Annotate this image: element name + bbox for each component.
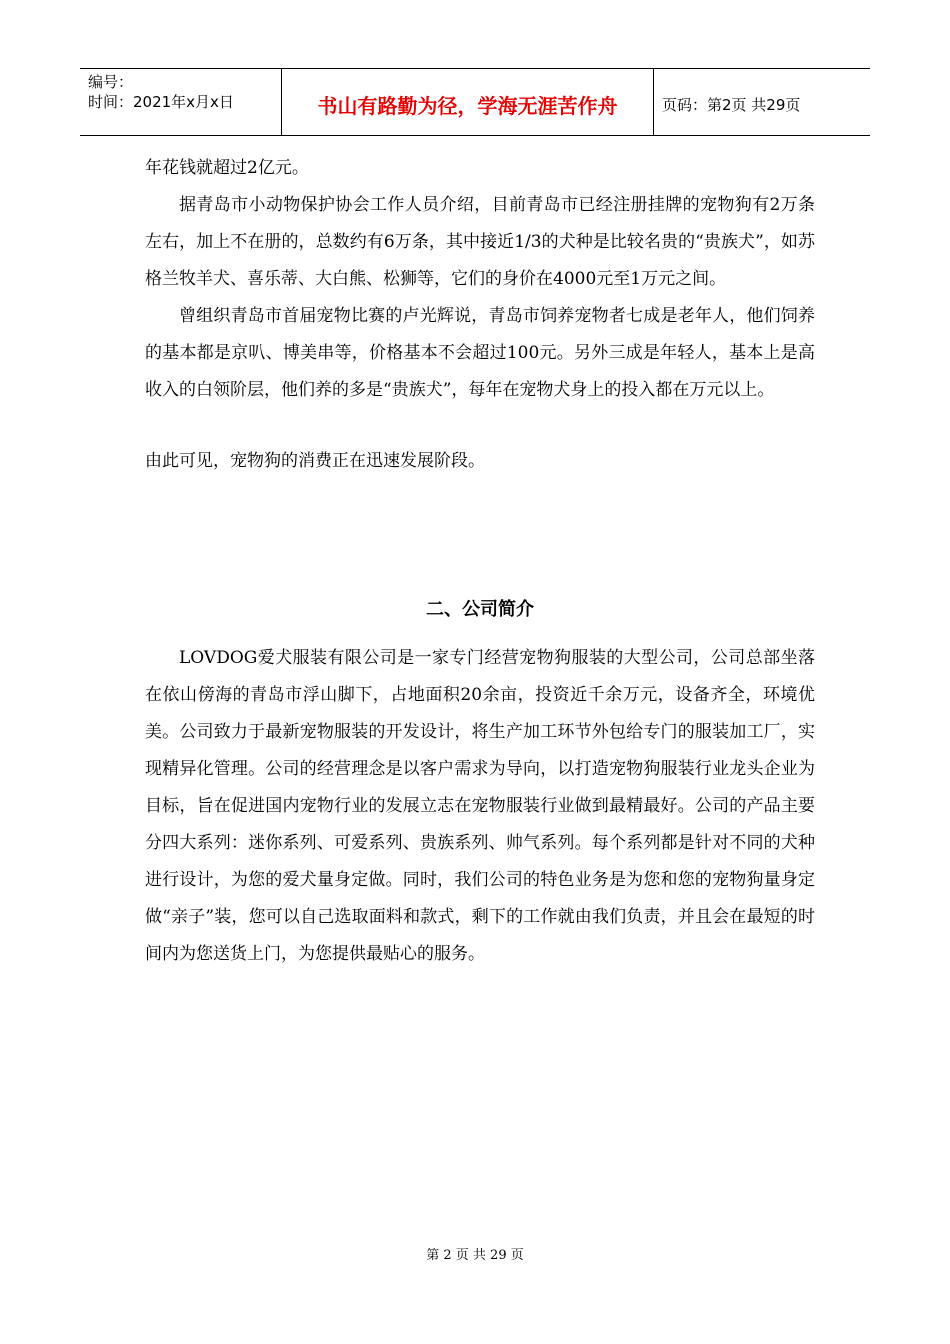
section-title: 二、公司简介 <box>426 599 534 620</box>
spacer <box>145 480 815 590</box>
header-meta <box>80 69 282 135</box>
spacer <box>145 409 815 443</box>
document-date-label: 时间：2021年x月x日 <box>88 93 234 111</box>
paragraph: 年花钱就超过2亿元。 <box>145 158 309 178</box>
document-body <box>145 150 815 973</box>
header-motto: 书山有路勤为径，学海无涯苦作舟 <box>282 69 654 135</box>
paragraph: 由此可见，宠物狗的消费正在迅速发展阶段。 <box>145 451 485 471</box>
page-footer: 第 2 页 共 29 页 <box>426 1248 524 1263</box>
document-number-label: 编号： <box>88 73 134 91</box>
paragraph: 据青岛市小动物保护协会工作人员介绍，目前青岛市已经注册挂牌的宠物狗有2万条左右，加上不在册的，总数约有6万条，其中接近1/3的犬种是比较名贵的“贵族犬”，如苏格兰牧羊犬、喜乐蒂、大白熊、松狮等，它们的身价在4000元至1万元之间。 <box>145 195 815 289</box>
paragraph: 曾组织青岛市首届宠物比赛的卢光辉说，青岛市饲养宠物者七成是老年人，他们饲养的基本都是京叭、博美串等，价格基本不会超过100元。另外三成是年轻人，基本上是高收入的白领阶层，他们养的多是“贵族犬”，每年在宠物犬身上的投入都在万元以上。 <box>145 306 815 400</box>
paragraph: LOVDOG爱犬服装有限公司是一家专门经营宠物狗服装的大型公司，公司总部坐落在依山傍海的青岛市浮山脚下，占地面积20余亩，投资近千余万元，设备齐全，环境优美。公司致力于最新宠物服装的开发设计，将生产加工环节外包给专门的服装加工厂，实现精异化管理。公司的经营理念是以客户需求为导向，以打造宠物狗服装行业龙头企业为目标，旨在促进国内宠物行业的发展立志在宠物服装行业做到最精最好。公司的产品主要分四大系列：迷你系列、可爱系列、贵族系列、帅气系列。每个系列都是针对不同的犬种进行设计，为您的爱犬量身定做。同时，我们公司的特色业务是为您和您的宠物狗量身定做“亲子”装，您可以自己选取面料和款式，剩下的工作就由我们负责，并且会在最短的时间内为您送货上门，为您提供最贴心的服务。 <box>145 648 815 964</box>
page-header <box>80 68 870 136</box>
header-page-info: 页码：第2页 共29页 <box>662 95 801 114</box>
